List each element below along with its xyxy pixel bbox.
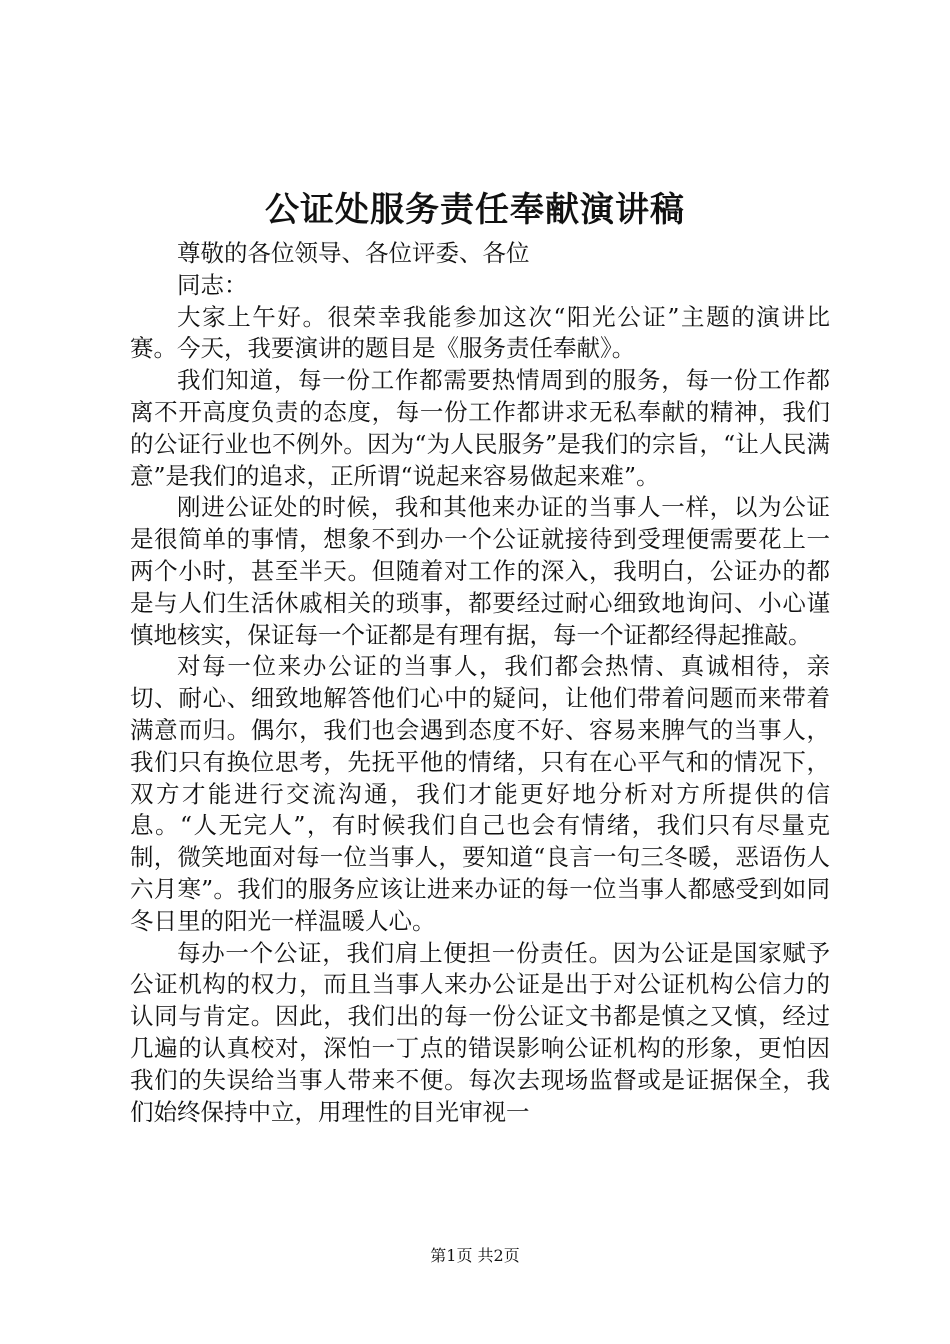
document-title: 公证处服务责任奉献演讲稿 — [265, 190, 685, 230]
salutation-line-1: 尊敬的各位领导、各位评委、各位 — [177, 239, 530, 267]
paragraph-service: 我们知道，每一份工作都需要热情周到的服务，每一份工作都离不开高度负责的态度，每一份工作都讲求无私奉献的精神，我们的公证行业也不例外。因为“为人民服务”是我们的宗旨，“让人民满意”是我们的追求，正所谓“说起来容易做起来难”。 — [130, 366, 830, 490]
paragraph-responsibility: 每办一个公证，我们肩上便担一份责任。因为公证是国家赋予公证机构的权力，而且当事人来办公证是出于对公证机构公信力的认同与肯定。因此，我们出的每一份公证文书都是慎之又慎，经过几遍的认真校对，深怕一丁点的错误影响公证机构的形象，更怕因我们的失误给当事人带来不便。每次去现场监督或是证据保全，我们始终保持中立，用理性的目光审视一 — [130, 938, 830, 1126]
salutation-line-2: 同志： — [177, 270, 248, 299]
page-footer: 第1页 共2页 — [430, 1246, 520, 1265]
document-body — [130, 238, 830, 1128]
paragraph-attitude: 对每一位来办公证的当事人，我们都会热情、真诚相待，亲切、耐心、细致地解答他们心中的疑问，让他们带着问题而来带着满意而归。偶尔，我们也会遇到态度不好、容易来脾气的当事人，我们只有换位思考，先抚平他的情绪，只有在心平气和的情况下，双方才能进行交流沟通，我们才能更好地分析对方所提供的信息。“人无完人”，有时候我们自己也会有情绪，我们只有尽量克制，微笑地面对每一位当事人，要知道“良言一句三冬暖，恶语伤人六月寒”。我们的服务应该让进来办证的每一位当事人都感受到如同冬日里的阳光一样温暖人心。 — [130, 652, 830, 935]
paragraph-greeting: 大家上午好。很荣幸我能参加这次“阳光公证”主题的演讲比赛。今天，我要演讲的题目是《服务责任奉献》。 — [130, 302, 830, 363]
paragraph-first-days: 刚进公证处的时候，我和其他来办证的当事人一样，以为公证是很简单的事情，想象不到办一个公证就接待到受理便需要花上一两个小时，甚至半天。但随着对工作的深入，我明白，公证办的都是与人们生活休戚相关的琐事，都要经过耐心细致地询问、小心谨慎地核实，保证每一个证都是有理有据，每一个证都经得起推敲。 — [130, 493, 830, 649]
